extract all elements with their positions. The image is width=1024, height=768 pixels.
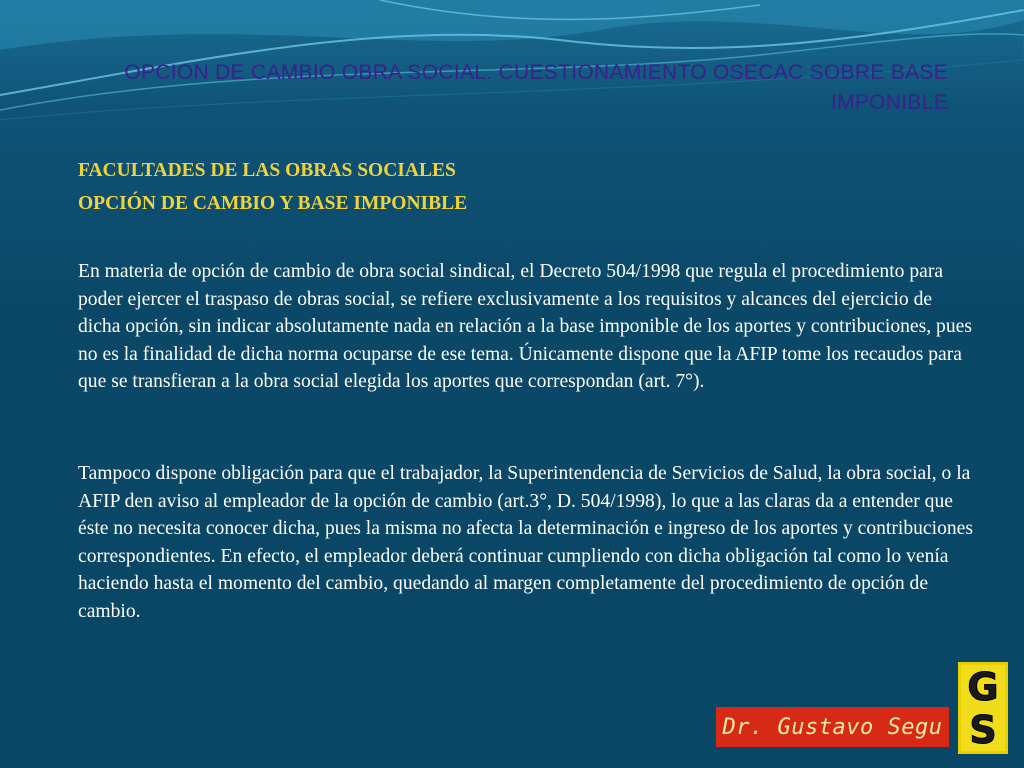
logo-letter-s: S xyxy=(969,707,997,752)
logo-letter-g: G xyxy=(967,664,999,709)
section-heading-1: FACULTADES DE LAS OBRAS SOCIALES xyxy=(78,160,456,181)
section-heading-2: OPCIÓN DE CAMBIO Y BASE IMPONIBLE xyxy=(78,193,468,214)
signature-badge xyxy=(716,707,949,747)
paragraph-2: Tampoco dispone obligación para que el trabajador, la Superintendencia de Servicios de Salud, la obra social, o la AFIP den aviso al empleador de la opción de cambio (art.3°, D. 504/1998), lo que a las claras da a entender que éste no necesita conocer dicha, pues la misma no afecta la determinación e ingreso de los aportes y contribuciones correspondientes. En efecto, el empleador deberá continuar cumpliendo con dicha obligación tal como lo venía haciendo hasta el momento del cambio, quedando al margen completamente del procedimiento de opción de cambio. xyxy=(78,463,973,622)
slide-title: OPCION DE CAMBIO OBRA SOCIAL. CUESTIONAMIENTO OSECAC SOBRE BASE IMPONIBLE xyxy=(124,61,948,114)
gs-logo xyxy=(958,662,1008,754)
signature-text: Dr. Gustavo Segu xyxy=(722,714,943,740)
paragraph-1: En materia de opción de cambio de obra social sindical, el Decreto 504/1998 que regula el procedimiento para poder ejercer el traspaso de obras social, se refiere exclusivamente a los requisitos y alcances del ejercicio de dicha opción, sin indicar absolutamente nada en relación a la base imponible de los aportes y contribuciones, pues no es la finalidad de dicha norma ocuparse de ese tema. Únicamente dispone que la AFIP tome los recaudos para que se transfieran a la obra social elegida los aportes que correspondan (art. 7°). xyxy=(78,261,972,392)
